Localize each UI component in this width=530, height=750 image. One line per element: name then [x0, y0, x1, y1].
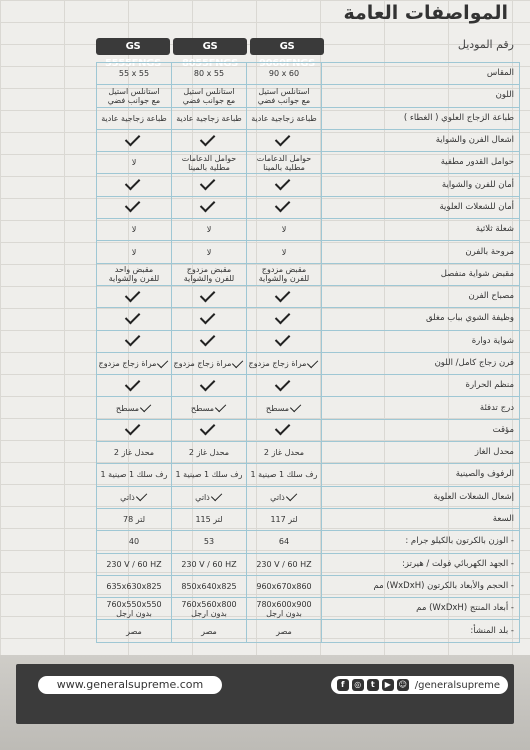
check-icon [125, 197, 141, 213]
check-icon [200, 331, 216, 347]
spec-cell [247, 196, 322, 218]
spec-row [97, 531, 520, 553]
spec-cell-text: مسطح [265, 403, 290, 413]
spec-cell [247, 330, 322, 352]
spec-label: فرن زجاج كامل/ اللون [322, 352, 520, 374]
spec-row [97, 152, 520, 174]
spec-label: شواية دوارة [322, 330, 520, 352]
spec-cell [247, 174, 322, 196]
spec-cell [247, 308, 322, 330]
spec-cell: طباعة زجاجية عادية [97, 107, 172, 129]
spec-cell: 40 [97, 531, 172, 553]
spec-label: شعلة ثلاثية [322, 219, 520, 241]
spec-row [97, 442, 520, 464]
spec-cell: 230 V / 60 HZ [97, 553, 172, 575]
spec-cell: 1 رف سلك 1 صينية [247, 464, 322, 486]
check-icon [275, 130, 291, 146]
check-icon [125, 130, 141, 146]
check-icon [200, 309, 216, 325]
spec-row [97, 620, 520, 642]
check-icon [275, 197, 291, 213]
check-icon [275, 175, 291, 191]
spec-row [97, 575, 520, 597]
social-bar [331, 676, 508, 694]
spec-cell [97, 397, 172, 419]
spec-cell: طباعة زجاجية عادية [247, 107, 322, 129]
spec-cell [172, 174, 247, 196]
spec-cell [172, 397, 247, 419]
spec-cell: 635x630x825 [97, 575, 172, 597]
spec-row [97, 219, 520, 241]
spec-label: أمان للشعلات العلوية [322, 196, 520, 218]
spec-row [97, 241, 520, 263]
check-icon [140, 401, 151, 412]
spec-cell [97, 196, 172, 218]
spec-row [97, 174, 520, 196]
check-icon [307, 356, 318, 367]
spec-label: طباعة الزجاج العلوي ( الغطاء ) [322, 107, 520, 129]
check-icon [275, 376, 291, 392]
check-icon [200, 376, 216, 392]
spec-label: إشعال الشعلات العلوية [322, 486, 520, 508]
spec-cell: لا [97, 219, 172, 241]
spec-label: حوامل القدور مطفية [322, 152, 520, 174]
spec-label: مصباح الفرن [322, 285, 520, 307]
spec-label: درج تدفئة [322, 397, 520, 419]
spec-row [97, 85, 520, 107]
spec-row [97, 419, 520, 441]
spec-cell-text: مسطح [115, 403, 140, 413]
spec-cell: استانلس استيل مع جوانب فضي [172, 85, 247, 107]
spec-row [97, 330, 520, 352]
spec-cell [247, 352, 322, 374]
spec-cell [247, 285, 322, 307]
spec-cell: لا [97, 241, 172, 263]
twitter-icon[interactable]: t [367, 679, 379, 691]
page-title: المواصفات العامة [343, 2, 508, 24]
spec-row [97, 375, 520, 397]
spec-label: مقبض شواية منفصل [322, 263, 520, 285]
check-icon [125, 376, 141, 392]
spec-cell [97, 308, 172, 330]
check-icon [136, 490, 147, 501]
spec-label: المقاس [322, 63, 520, 85]
check-icon [275, 420, 291, 436]
spec-label: أمان للفرن والشواية [322, 174, 520, 196]
spec-cell: لا [172, 241, 247, 263]
spec-cell: 760x550x550 بدون ارجل [97, 598, 172, 620]
spec-cell: لا [247, 241, 322, 263]
spec-label: - أبعاد المنتج (WxDxH) مم [322, 598, 520, 620]
spec-label: محدل الغاز [322, 442, 520, 464]
check-icon [200, 175, 216, 191]
spec-cell: استانلس استيل مع جوانب فضي [247, 85, 322, 107]
spec-cell: طباعة زجاجية عادية [172, 107, 247, 129]
check-icon [211, 490, 222, 501]
spec-table [96, 62, 520, 643]
spec-cell: 1 رف سلك 1 صينية [172, 464, 247, 486]
spec-row [97, 196, 520, 218]
spec-cell [172, 486, 247, 508]
spec-cell [172, 129, 247, 151]
spec-cell [172, 330, 247, 352]
spec-cell: مصر [172, 620, 247, 642]
spec-row [97, 129, 520, 151]
spec-label: السعة [322, 508, 520, 530]
spec-cell: استانلس استيل مع جوانب فضي [97, 85, 172, 107]
spec-label: - الوزن بالكرتون بالكيلو جرام : [322, 531, 520, 553]
check-icon [125, 286, 141, 302]
model-badge: GS 8055FNGS [173, 38, 247, 55]
spec-cell: 115 لتر [172, 508, 247, 530]
spec-label: اللون [322, 85, 520, 107]
spec-cell: 78 لتر [97, 508, 172, 530]
spec-cell [97, 375, 172, 397]
spec-cell: حوامل الدعامات مطلية بالمينا [247, 152, 322, 174]
spec-cell-text: مراة زجاج مزدوج [248, 359, 307, 368]
spec-row [97, 63, 520, 85]
spec-label: - الحجم والأبعاد بالكرتون (WxDxH) مم [322, 575, 520, 597]
spec-cell: مصر [97, 620, 172, 642]
spec-cell: 760x560x800 بدون ارجل [172, 598, 247, 620]
spec-cell [97, 174, 172, 196]
check-icon [200, 420, 216, 436]
check-icon [125, 331, 141, 347]
website-link[interactable]: www.generalsupreme.com [38, 676, 222, 694]
check-icon [232, 356, 243, 367]
spec-cell [247, 129, 322, 151]
check-icon [275, 309, 291, 325]
footer-bar [16, 664, 514, 724]
spec-cell [97, 352, 172, 374]
spec-cell: 230 V / 60 HZ [247, 553, 322, 575]
spec-row [97, 486, 520, 508]
spec-cell: 64 [247, 531, 322, 553]
snapchat-icon[interactable]: ☺ [398, 680, 407, 689]
spec-cell [97, 285, 172, 307]
check-icon [200, 130, 216, 146]
spec-cell-text: ذاتي [120, 492, 135, 502]
facebook-icon[interactable]: f [337, 679, 349, 691]
spec-row [97, 263, 520, 285]
spec-row [97, 508, 520, 530]
spec-row [97, 285, 520, 307]
spec-cell: 90 x 60 [247, 63, 322, 85]
spec-cell: 850x640x825 [172, 575, 247, 597]
spec-cell [247, 397, 322, 419]
spec-cell [172, 375, 247, 397]
spec-cell [172, 285, 247, 307]
spec-cell: 2 محدل غاز [97, 442, 172, 464]
spec-row [97, 598, 520, 620]
check-icon [275, 286, 291, 302]
spec-row [97, 553, 520, 575]
spec-row [97, 397, 520, 419]
spec-cell [97, 330, 172, 352]
check-icon [125, 175, 141, 191]
youtube-icon[interactable]: ▶ [382, 679, 394, 691]
spec-cell: حوامل الدعامات مطلية بالمينا [172, 152, 247, 174]
spec-cell: 2 محدل غاز [247, 442, 322, 464]
model-badge: GS 9060FNGS [250, 38, 324, 55]
spec-cell: 780x600x900 بدون ارجل [247, 598, 322, 620]
check-icon [125, 420, 141, 436]
spec-cell: مصر [247, 620, 322, 642]
check-icon [275, 331, 291, 347]
spec-cell [172, 352, 247, 374]
spec-row [97, 107, 520, 129]
spec-cell [247, 486, 322, 508]
spec-label: منظم الحرارة [322, 375, 520, 397]
spec-cell-text: ذاتي [195, 492, 210, 502]
spec-label: مؤقت [322, 419, 520, 441]
spec-row [97, 352, 520, 374]
check-icon [200, 197, 216, 213]
check-icon [157, 356, 168, 367]
check-icon [215, 401, 226, 412]
spec-label: اشعال الفرن والشواية [322, 129, 520, 151]
check-icon [125, 309, 141, 325]
spec-label: وظيفة الشوي بباب مغلق [322, 308, 520, 330]
spec-cell [97, 419, 172, 441]
spec-cell [172, 308, 247, 330]
spec-cell [97, 129, 172, 151]
spec-cell-text: مراة زجاج مزدوج [173, 359, 232, 368]
spec-cell [172, 196, 247, 218]
spec-cell [247, 419, 322, 441]
spec-label: - بلد المنشأ: [322, 620, 520, 642]
spec-cell: 55 x 55 [97, 63, 172, 85]
spec-cell: مقبض مزدوج للفرن والشواية [247, 263, 322, 285]
spec-label: - الجهد الكهربائي فولت / هيرتز: [322, 553, 520, 575]
check-icon [286, 490, 297, 501]
spec-label: الرفوف والصينية [322, 464, 520, 486]
spec-cell-text: ذاتي [270, 492, 285, 502]
spec-cell-text: مراة زجاج مزدوج [98, 359, 157, 368]
spec-row [97, 308, 520, 330]
spec-row [97, 464, 520, 486]
spec-cell: لا [172, 219, 247, 241]
spec-cell: مقبض واحد للفرن والشواية [97, 263, 172, 285]
check-icon [290, 401, 301, 412]
spec-cell: لا [97, 152, 172, 174]
model-badge: GS 5555FNGS [96, 38, 170, 55]
spec-cell: 53 [172, 531, 247, 553]
spec-cell-text: مسطح [190, 403, 215, 413]
instagram-icon[interactable]: ◎ [352, 679, 364, 691]
spec-cell: 1 رف سلك 1 صينية [97, 464, 172, 486]
spec-cell: 80 x 55 [172, 63, 247, 85]
model-header [96, 38, 327, 69]
spec-cell [97, 486, 172, 508]
spec-cell: مقبض مزدوج للفرن والشواية [172, 263, 247, 285]
spec-cell [172, 419, 247, 441]
model-number-label: رقم الموديل [457, 38, 514, 51]
spec-cell [247, 375, 322, 397]
spec-cell: 2 محدل غاز [172, 442, 247, 464]
spec-label: مروحة بالفرن [322, 241, 520, 263]
spec-cell: 960x670x860 [247, 575, 322, 597]
spec-cell: لا [247, 219, 322, 241]
social-handle: /generalsupreme [414, 679, 500, 691]
check-icon [200, 286, 216, 302]
spec-cell: 117 لتر [247, 508, 322, 530]
spec-cell: 230 V / 60 HZ [172, 553, 247, 575]
